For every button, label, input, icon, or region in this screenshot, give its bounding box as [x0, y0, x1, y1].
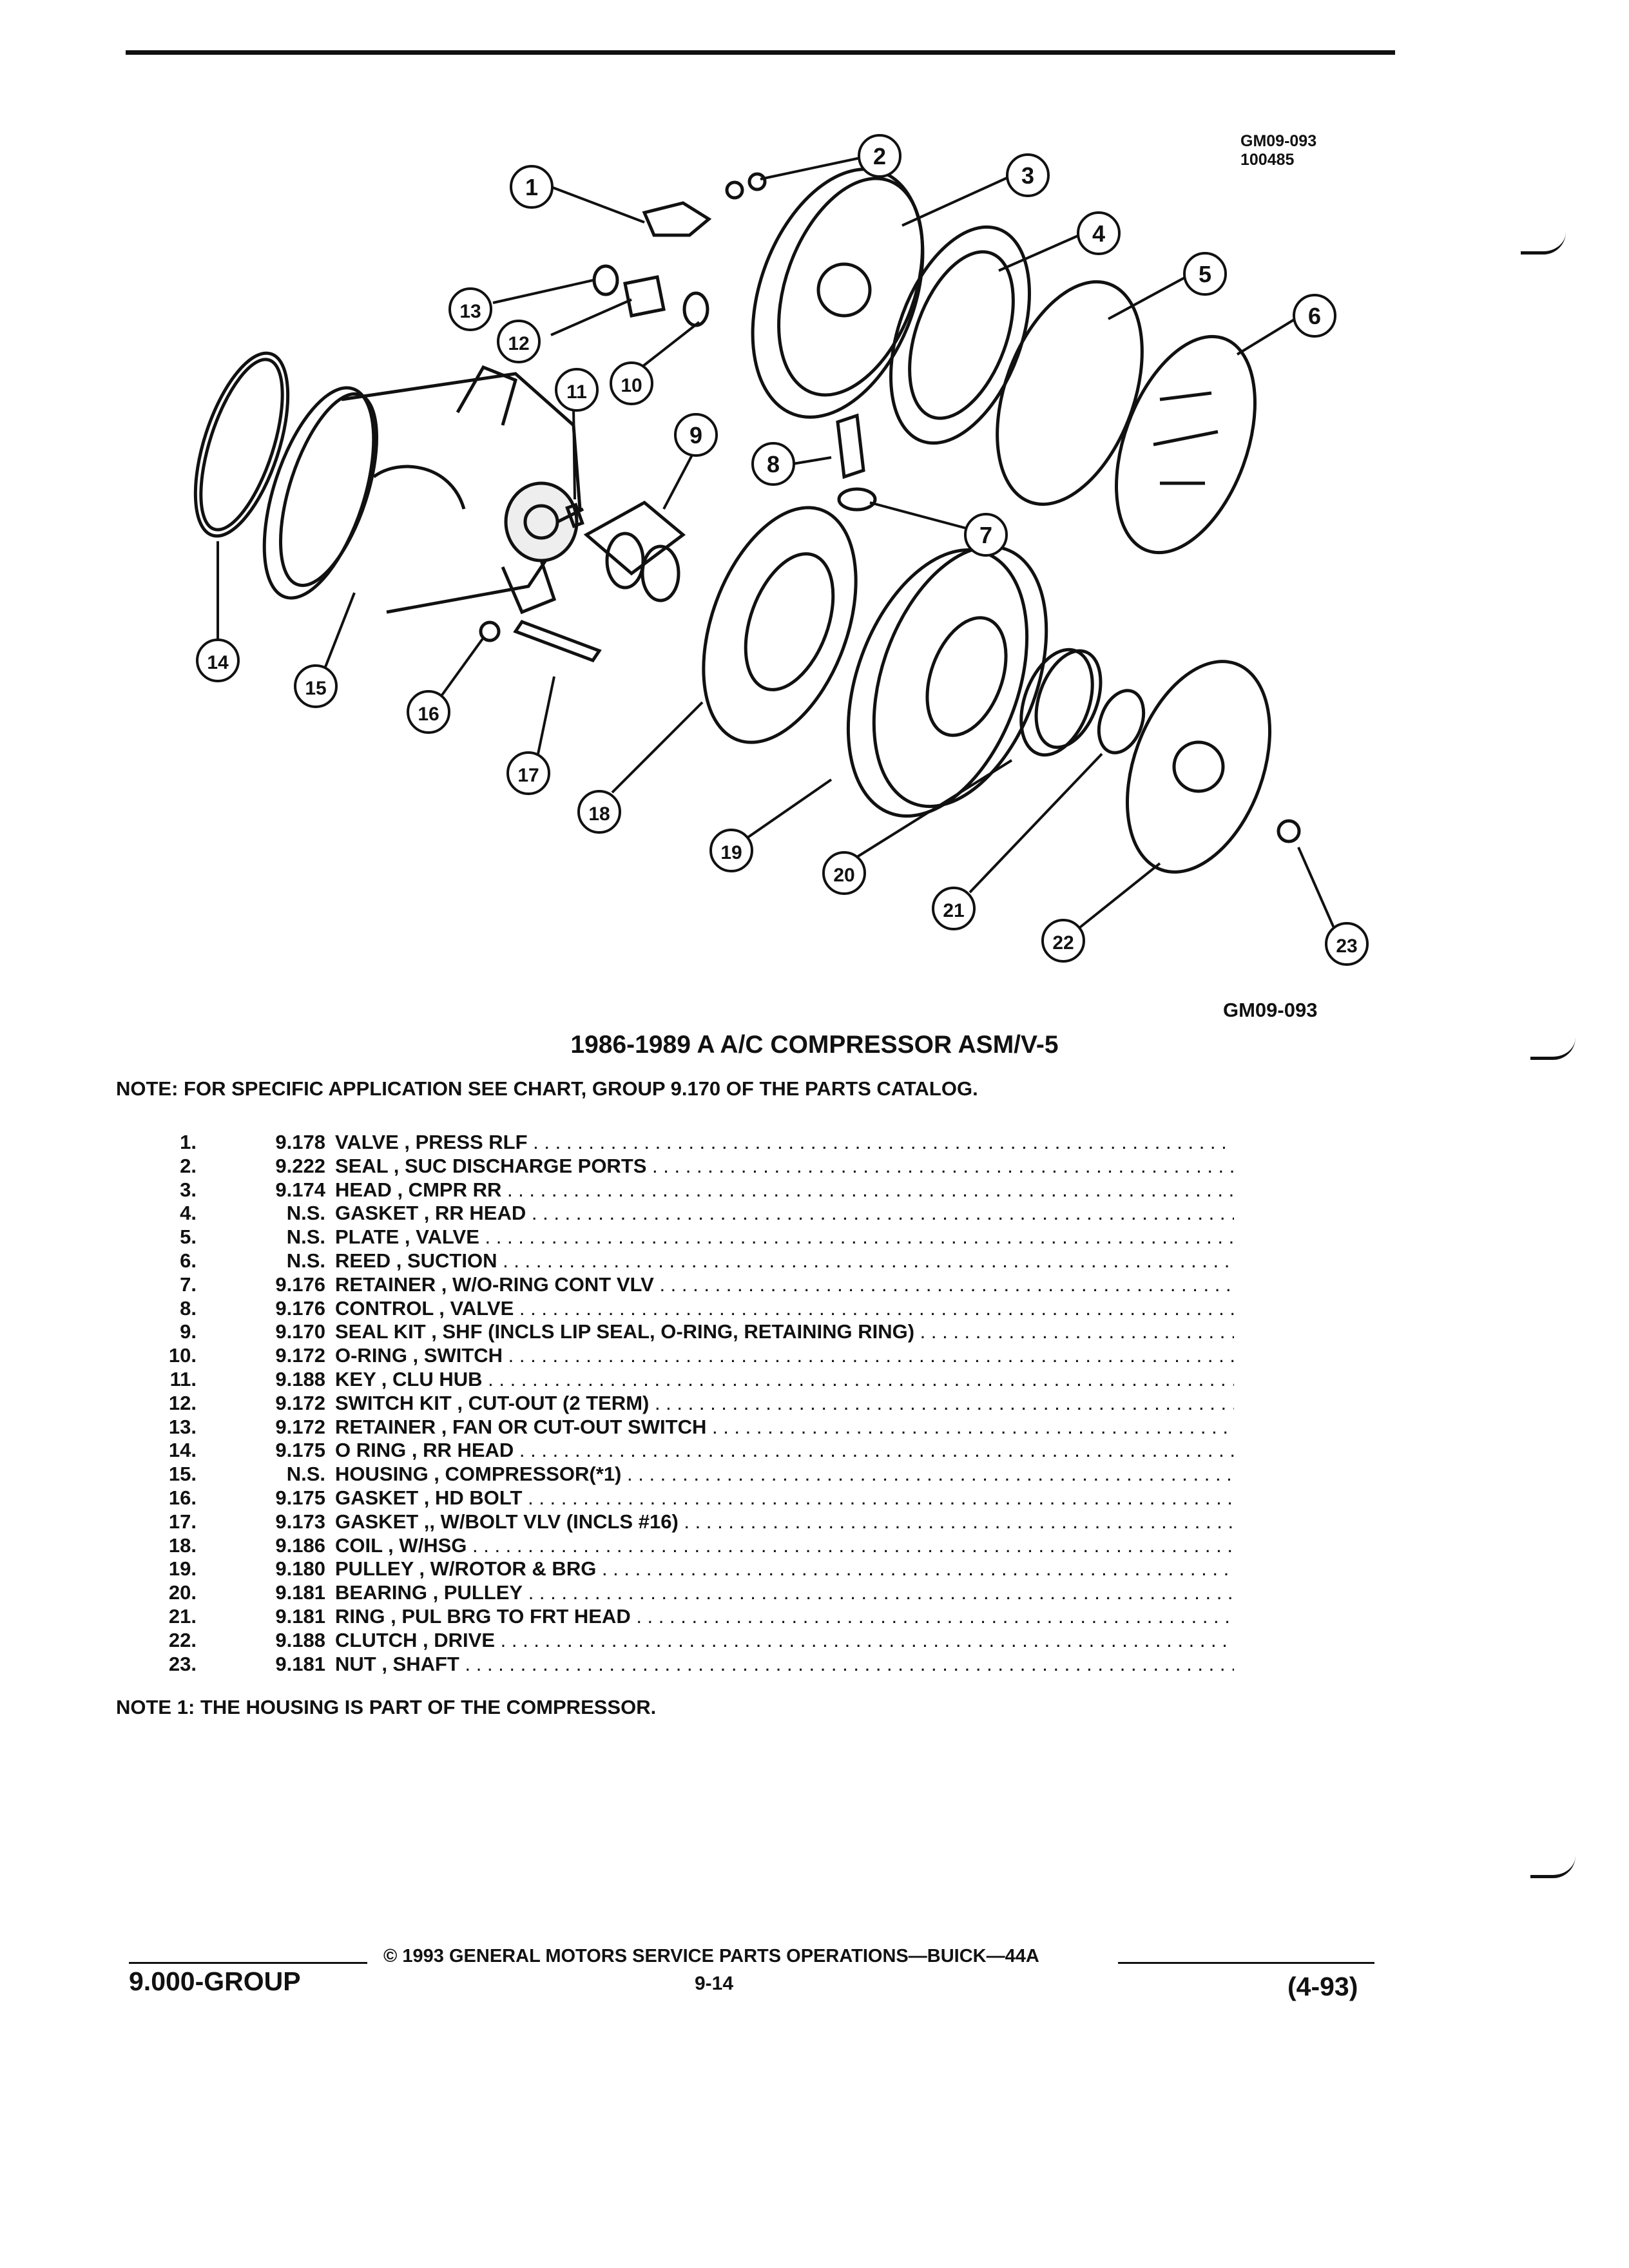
part-number: 11. [169, 1367, 197, 1390]
part-description: O-RING , SWITCH . . . [335, 1344, 1234, 1367]
callout-10 [611, 363, 652, 404]
callout-markers [197, 135, 1367, 965]
part-number: 3. [180, 1178, 197, 1201]
part-description: VALVE , PRESS RLF . . . [335, 1131, 1234, 1154]
callout-5 [1184, 253, 1226, 294]
part-row [139, 1439, 1234, 1463]
part-row [139, 1486, 1234, 1510]
part-number: 21. [168, 1604, 197, 1628]
part-description: SWITCH KIT , CUT-OUT (2 TERM) . . . [335, 1392, 1234, 1415]
application-note: NOTE: FOR SPECIFIC APPLICATION SEE CHART, GROUP 9.170 OF THE PARTS CATALOG. [116, 1077, 978, 1100]
binding-mark [1521, 232, 1566, 255]
part-number: 5. [180, 1225, 197, 1249]
part-seal-ports [727, 182, 742, 198]
part-number: 22. [168, 1628, 197, 1651]
part-number: 12. [168, 1391, 197, 1414]
part-description: HOUSING , COMPRESSOR(*1) . . . [335, 1463, 1234, 1486]
part-group: 9.174 [275, 1178, 325, 1201]
part-description: HEAD , CMPR RR . . . [335, 1178, 1234, 1202]
part-number: 9. [180, 1320, 197, 1343]
part-number: 8. [180, 1296, 197, 1320]
housing-note: NOTE 1: THE HOUSING IS PART OF THE COMPRESSOR. [116, 1696, 657, 1718]
callout-9 [675, 414, 717, 456]
part-number: 18. [168, 1533, 197, 1557]
part-row [139, 1605, 1234, 1629]
part-number: 16. [168, 1486, 197, 1509]
part-description: BEARING , PULLEY . . . [335, 1581, 1234, 1604]
part-description: RING , PUL BRG TO FRT HEAD . . . [335, 1605, 1234, 1628]
callout-label: 13 [459, 301, 481, 322]
callout-label: 19 [720, 842, 742, 863]
part-number: 17. [168, 1510, 197, 1533]
part-group: 9.178 [275, 1131, 325, 1153]
callout-2 [859, 135, 900, 177]
part-group: 9.172 [275, 1415, 325, 1438]
callout-8 [753, 443, 794, 485]
callout-12 [498, 321, 539, 362]
part-row [139, 1510, 1234, 1534]
part-row [139, 1297, 1234, 1321]
part-group: 9.172 [275, 1391, 325, 1414]
top-rule [126, 50, 1395, 55]
part-o-ring-switch [684, 293, 708, 325]
callout-15 [295, 666, 336, 707]
callout-13 [450, 289, 491, 330]
part-clutch-drive [1101, 642, 1296, 892]
part-number: 4. [180, 1202, 197, 1225]
part-number: 14. [168, 1439, 197, 1462]
part-group: 9.173 [275, 1510, 325, 1533]
part-shaft-nut [1278, 821, 1299, 841]
part-row [139, 1155, 1234, 1178]
part-description: REED , SUCTION . . . [335, 1249, 1234, 1273]
part-group: 9.180 [275, 1557, 325, 1581]
part-switch-kit [625, 277, 664, 316]
part-row [139, 1581, 1234, 1605]
part-control-valve [838, 416, 863, 477]
part-group: 9.175 [275, 1486, 325, 1509]
page-title: 1986-1989 A A/C COMPRESSOR ASM/V-5 [570, 1031, 1059, 1059]
part-group: 9.188 [275, 1628, 325, 1651]
footer-copyright: © 1993 GENERAL MOTORS SERVICE PARTS OPERATIONS—BUICK—44A [383, 1946, 1039, 1966]
part-compressor-housing [242, 367, 583, 612]
footer-group: 9.000-GROUP [129, 1966, 301, 1996]
part-group: N.S. [286, 1463, 325, 1486]
callout-4 [1078, 213, 1119, 254]
footer-date: (4-93) [1287, 1972, 1358, 2001]
part-group: 9.188 [275, 1367, 325, 1390]
callout-label: 20 [833, 865, 855, 886]
part-group: 9.181 [275, 1652, 325, 1675]
part-number: 20. [168, 1581, 197, 1604]
part-row [139, 1249, 1234, 1273]
part-row [139, 1320, 1234, 1344]
callout-label: 22 [1052, 932, 1074, 954]
callout-3 [1007, 155, 1048, 196]
part-description: RETAINER , W/O-RING CONT VLV . . . [335, 1273, 1234, 1296]
callout-label: 12 [508, 333, 530, 354]
callout-label: 23 [1336, 936, 1358, 957]
part-row [139, 1653, 1234, 1677]
part-description: COIL , W/HSG . . . [335, 1534, 1234, 1557]
part-row [139, 1463, 1234, 1486]
callout-label: 4 [1092, 220, 1106, 247]
part-description: KEY , CLU HUB . . . [335, 1368, 1234, 1391]
binding-mark [1530, 1856, 1576, 1878]
part-description: GASKET ,, W/BOLT VLV (INCLS #16) . . . [335, 1510, 1234, 1533]
footer-page-number: 9-14 [695, 1973, 734, 1994]
part-number: 6. [180, 1249, 197, 1272]
callout-label: 9 [689, 422, 703, 448]
part-number: 1. [180, 1131, 197, 1153]
part-row [139, 1131, 1234, 1155]
part-description: GASKET , RR HEAD . . . [335, 1202, 1234, 1225]
callout-19 [711, 830, 752, 871]
part-description: GASKET , HD BOLT . . . [335, 1486, 1234, 1510]
callout-7 [965, 514, 1007, 555]
part-group: N.S. [286, 1249, 325, 1272]
part-number: 10. [168, 1344, 197, 1367]
part-number: 15. [168, 1463, 197, 1486]
part-number: 23. [168, 1652, 197, 1675]
part-row [139, 1225, 1234, 1249]
part-group: 9.170 [275, 1320, 325, 1343]
footer-rule-right [1118, 1962, 1374, 1964]
callout-label: 17 [517, 765, 539, 786]
part-row [139, 1202, 1234, 1225]
diagram-code-sub: 100485 [1240, 150, 1295, 169]
part-row [139, 1629, 1234, 1653]
callout-label: 14 [207, 652, 229, 673]
part-row [139, 1557, 1234, 1581]
part-bolt-valve [516, 622, 599, 660]
part-row [139, 1392, 1234, 1416]
part-row [139, 1178, 1234, 1202]
part-number: 2. [180, 1154, 197, 1177]
callout-label: 18 [588, 803, 610, 825]
part-row [139, 1416, 1234, 1439]
part-row [139, 1273, 1234, 1297]
part-row [139, 1368, 1234, 1392]
part-description: CONTROL , VALVE . . . [335, 1297, 1234, 1320]
part-description: SEAL , SUC DISCHARGE PORTS . . . [335, 1155, 1234, 1178]
part-group: 9.176 [275, 1296, 325, 1320]
callout-1 [511, 166, 552, 207]
callout-label: 1 [525, 174, 539, 200]
callout-label: 10 [621, 375, 642, 396]
part-retainer-control-valve [839, 489, 875, 510]
parts-list [139, 1131, 1234, 1676]
diagram-code-main: GM09-093 [1240, 132, 1317, 150]
part-description: PLATE , VALVE . . . [335, 1225, 1234, 1249]
part-group: 9.222 [275, 1154, 325, 1177]
callout-label: 7 [979, 522, 993, 548]
callout-20 [824, 852, 865, 894]
part-group: 9.176 [275, 1273, 325, 1296]
part-description: CLUTCH , DRIVE . . . [335, 1629, 1234, 1652]
callout-label: 3 [1021, 162, 1035, 189]
part-row [139, 1534, 1234, 1558]
part-group: 9.186 [275, 1533, 325, 1557]
callout-14 [197, 640, 238, 681]
callout-label: 2 [872, 143, 887, 169]
part-retainer-switch [594, 266, 617, 294]
callout-16 [408, 691, 449, 733]
part-number: 19. [168, 1557, 197, 1581]
part-description: NUT , SHAFT . . . [335, 1653, 1234, 1676]
part-description: RETAINER , FAN OR CUT-OUT SWITCH . . . [335, 1416, 1234, 1439]
part-group: 9.172 [275, 1344, 325, 1367]
callout-label: 8 [766, 451, 780, 477]
part-row [139, 1344, 1234, 1368]
callout-22 [1043, 920, 1084, 961]
part-group: 9.181 [275, 1604, 325, 1628]
callout-17 [508, 753, 549, 794]
exploded-compressor-diagram [180, 122, 1405, 979]
footer-rule-left [129, 1962, 367, 1964]
diagram-label: GM09-093 [1223, 999, 1318, 1021]
part-group: 9.175 [275, 1439, 325, 1462]
callout-label: 16 [418, 704, 439, 725]
callout-label: 6 [1307, 303, 1322, 329]
part-description: SEAL KIT , SHF (INCLS LIP SEAL, O-RING, RETAINING RING) . . . [335, 1320, 1234, 1343]
part-coil [674, 487, 885, 764]
part-description: PULLEY , W/ROTOR & BRG . . . [335, 1557, 1234, 1581]
callout-23 [1326, 923, 1367, 965]
callout-6 [1294, 295, 1335, 336]
part-group: N.S. [286, 1225, 325, 1249]
callout-label: 11 [566, 381, 587, 403]
callout-label: 5 [1198, 261, 1212, 287]
callout-label: 21 [943, 900, 965, 921]
callout-21 [933, 888, 974, 929]
part-group: N.S. [286, 1202, 325, 1225]
callout-18 [579, 791, 620, 832]
part-press-relief-valve [644, 203, 709, 235]
part-number: 13. [168, 1415, 197, 1438]
part-number: 7. [180, 1273, 197, 1296]
part-group: 9.181 [275, 1581, 325, 1604]
callout-label: 15 [305, 678, 327, 699]
part-gasket-hd-bolt [481, 622, 499, 640]
callout-11 [556, 369, 597, 410]
part-description: O RING , RR HEAD . . . [335, 1439, 1234, 1462]
